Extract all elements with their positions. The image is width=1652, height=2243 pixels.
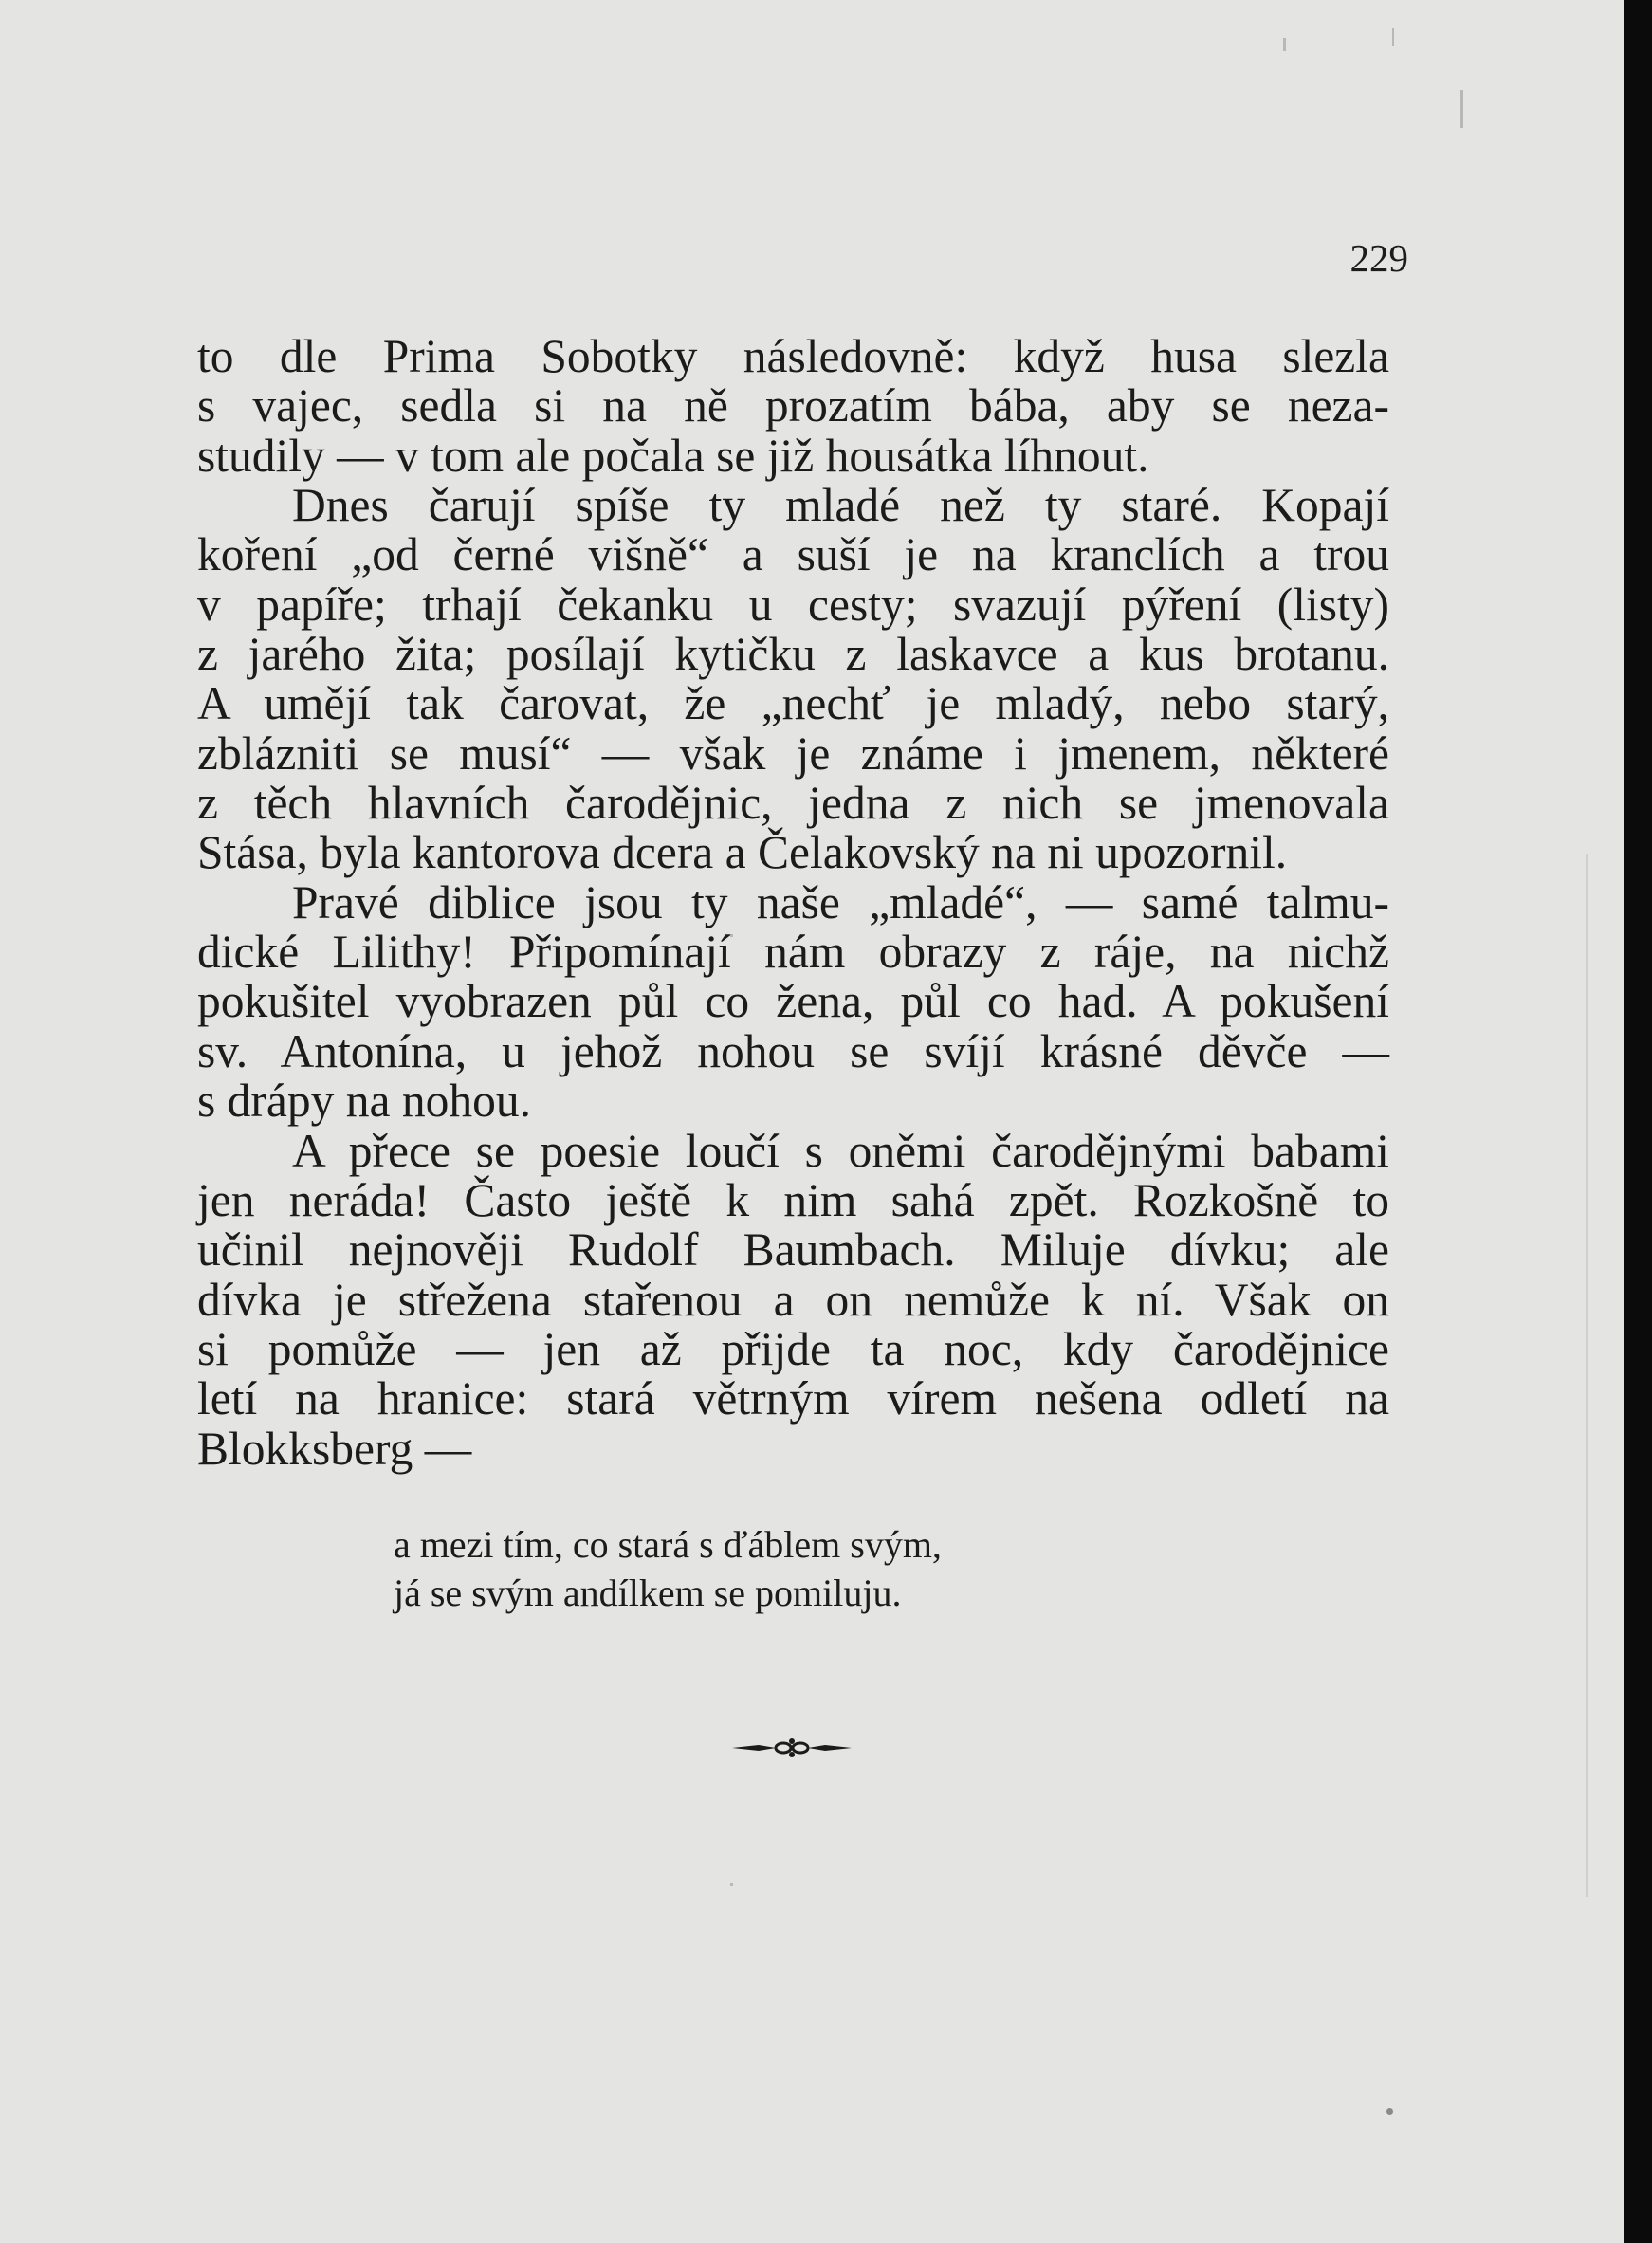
text-line: s drápy na nohou. bbox=[197, 1075, 531, 1128]
text-line: zblázniti se musí“ — však je známe i jmenem, některé bbox=[197, 726, 1389, 780]
scan-border bbox=[1624, 0, 1652, 2243]
scan-speck bbox=[1386, 2108, 1393, 2115]
text-line: dické Lilithy! Připomínají nám obrazy z ráje, na nichž bbox=[197, 926, 1389, 979]
text-line: sv. Antonína, u jehož nohou se svíjí krásné děvče — bbox=[197, 1024, 1389, 1077]
verse-line: já se svým andílkem se pomiluju. bbox=[394, 1572, 902, 1614]
text-line: letí na hranice: stará větrným vírem nešena odletí na bbox=[197, 1372, 1389, 1425]
text-line: A umějí tak čarovat, že „nechť je mladý, nebo starý, bbox=[197, 677, 1389, 730]
text-line: v papíře; trhají čekanku u cesty; svazují pýření (listy) bbox=[197, 578, 1389, 631]
scan-speck bbox=[1283, 38, 1286, 51]
verse-line: a mezi tím, co stará s ďáblem svým, bbox=[394, 1523, 942, 1566]
text-line: dívka je střežena stařenou a on nemůže k ní. Však on bbox=[197, 1273, 1389, 1326]
text-line: pokušitel vyobrazen půl co žena, půl co had. A pokušení bbox=[197, 975, 1389, 1028]
text-line: studily — v tom ale počala se již housátka líhnout. bbox=[197, 429, 1149, 482]
paragraph-4 bbox=[197, 1124, 1389, 1475]
text-line: A přece se poesie loučí s oněmi čarodějnými babami bbox=[292, 1124, 1389, 1177]
text-line: učinil nejnověji Rudolf Baumbach. Miluje dívku; ale bbox=[197, 1223, 1389, 1277]
text-line: koření „od černé višně“ a suší je na kranclích a trou bbox=[197, 528, 1389, 581]
body-text bbox=[197, 332, 1389, 1474]
paragraph-3 bbox=[197, 875, 1389, 1128]
scan-speck bbox=[1460, 90, 1463, 128]
decorative-ornament-icon bbox=[730, 1733, 854, 1761]
scan-speck bbox=[1392, 28, 1394, 46]
text-line: jen neráda! Často ještě k nim sahá zpět. Rozkošně to bbox=[197, 1173, 1389, 1226]
text-line: z jarého žita; posílají kytičku z laskavce a kus brotanu. bbox=[197, 628, 1389, 681]
paragraph-1 bbox=[197, 332, 1389, 481]
text-line: Stása, byla kantorova dcera a Čelakovský na ni upozornil. bbox=[197, 826, 1288, 879]
paragraph-2 bbox=[197, 481, 1389, 878]
text-line: Blokksberg — bbox=[197, 1422, 472, 1475]
text-line: s vajec, sedla si na ně prozatím bába, aby se neza- bbox=[197, 379, 1389, 432]
scan-speck bbox=[1586, 854, 1588, 1897]
page-number: 229 bbox=[1349, 236, 1408, 280]
scan-speck bbox=[730, 1883, 733, 1886]
text-line: to dle Prima Sobotky následovně: když husa slezla bbox=[197, 330, 1389, 382]
text-line: si pomůže — jen až přijde ta noc, kdy čarodějnice bbox=[197, 1322, 1389, 1375]
text-line: z těch hlavních čarodějnic, jedna z nich se jmenovala bbox=[197, 777, 1389, 830]
verse-quote bbox=[394, 1520, 942, 1617]
text-line: Pravé diblice jsou ty naše „mladé“, — samé talmu- bbox=[292, 875, 1389, 928]
text-line: Dnes čarují spíše ty mladé než ty staré. Kopají bbox=[292, 479, 1389, 532]
